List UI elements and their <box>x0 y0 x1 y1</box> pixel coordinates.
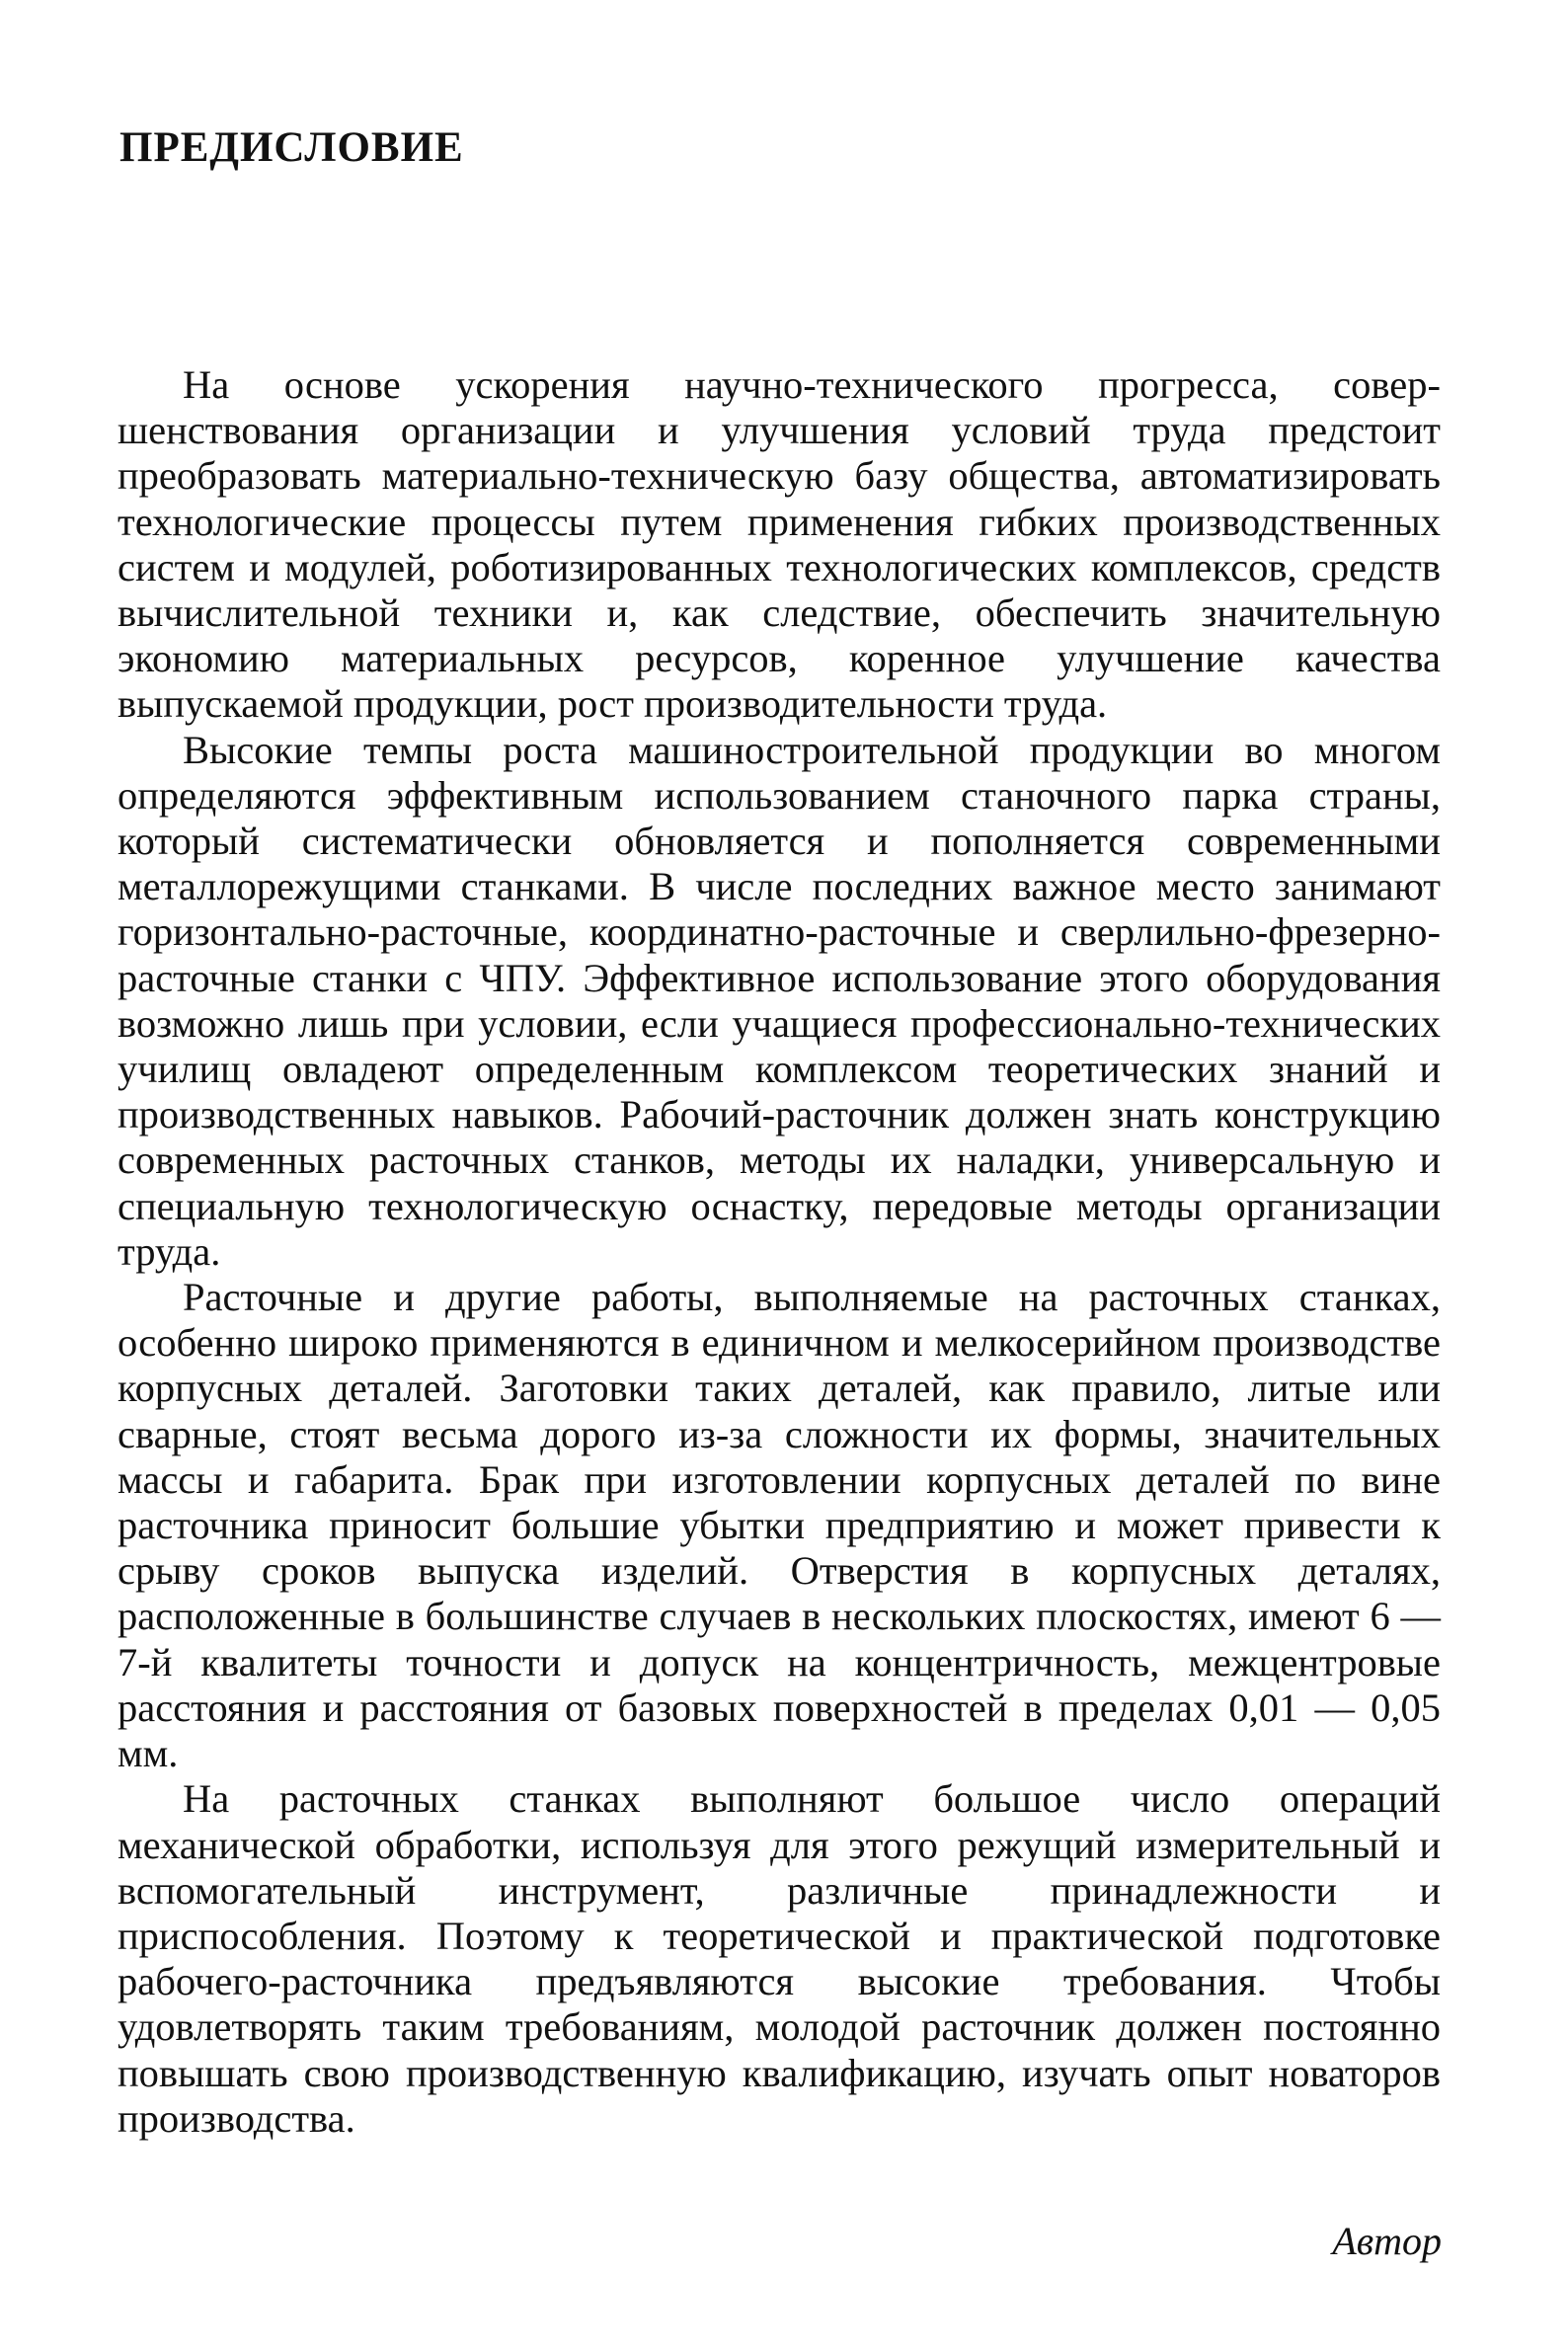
page-title: ПРЕДИСЛОВИЕ <box>119 124 464 171</box>
body-text <box>118 362 1441 2142</box>
paragraph-2: Высокие темпы роста машиностроительной продукции во многом определяются эффективным использованием станочного парка страны, который систематически обновляется и пополняется современными металлорежущими станками. В числе последних важное место занимают горизонтально-расточные, координатно-расточные и сверлильно-фрезерно-расточные станки с ЧПУ. Эффективное использование этого оборудования возможно лишь при условии, если учащиеся профессионально-технических училищ овладеют определенным комплексом теоретических знаний и производственных навыков. Рабочий-расточник должен знать конструкцию современных расточных станков, методы их наладки, универсальную и специальную технологическую оснастку, передовые методы организации труда. <box>118 727 1441 1274</box>
paragraph-1: На основе ускорения научно-технического прогресса, совершенствования организации и улучшения условий труда предстоит преобразовать материально-техническую базу общества, автоматизировать технологические процессы путем применения гибких производственных систем и модулей, роботизированных технологических комплексов, средств вычислительной техники и, как следствие, обеспечить значительную экономию материальных ресурсов, коренное улучшение качества выпускаемой продукции, рост производительности труда. <box>118 362 1441 727</box>
paragraph-3: Расточные и другие работы, выполняемые на расточных станках, особенно широко применяются в единичном и мелкосерийном производстве корпусных деталей. Заготовки таких деталей, как правило, литые или сварные, стоят весьма дорого из-за сложности их формы, значительных массы и габарита. Брак при изготовлении корпусных деталей по вине расточника приносит большие убытки предприятию и может привести к срыву сроков выпуска изделий. Отверстия в корпусных деталях, расположенные в большинстве случаев в нескольких плоскостях, имеют 6 — 7-й квалитеты точности и допуск на концентричность, межцентровые расстояния и расстояния от базовых поверхностей в пределах 0,01 — 0,05 мм. <box>118 1275 1441 1776</box>
paragraph-4: На расточных станках выполняют большое число операций механической обработки, используя для этого режущий измерительный и вспомогательный инструмент, различные принадлежности и приспособления. Поэтому к теоретической и практической подготовке рабочего-расточника предъявляются высокие требования. Чтобы удовлетворять таким требованиям, молодой расточник должен постоянно повышать свою производственную квалификацию, изучать опыт новаторов производства. <box>118 1776 1441 2141</box>
author-signature: Автор <box>1332 2219 1442 2263</box>
